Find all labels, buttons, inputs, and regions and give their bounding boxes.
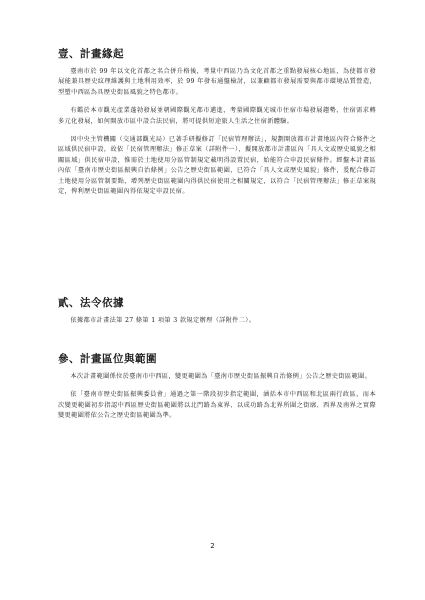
section-origin bbox=[58, 47, 376, 205]
paragraph: 依據都市計畫法第 27 條第 1 項第 3 款規定辦理（詳附件二）。 bbox=[70, 317, 256, 324]
section-heading: 貳、法令依據 bbox=[58, 297, 124, 309]
section-legal-basis bbox=[58, 296, 376, 334]
paragraph: 因中央主管機關（交通部觀光局）已著手研擬修訂「民宿管理辦法」，規劃開放都市計畫地區內符合條件之區域供民宿申設，故依「民宿管理辦法」修正草案（詳附件一），擬開放都市計畫區內「具人文或歷史風貌之相關區域」供民宿申設，惟需於土地使用分區管制規定載明得設置民宿，始能符合申設民宿條件。經盤本計畫區內依「臺南市歷史街區振興自治條例」公告之歷史街區範圍，已符合「具人文或歷史風貌」條件，爰配合修訂土地使用分區管制要點，增列歷史街區範圍內得供民宿使用之相關規定，以符合「民宿管理辦法」修正草案規定，俾利歷史街區範圍內得依規定申設民宿。 bbox=[58, 136, 376, 196]
page-number: 2 bbox=[210, 542, 215, 550]
paragraph: 臺南市於 99 年以文化首都之名合併升格後，考量中西區乃為文化首都之重點發展核心地區，為使都市發展能兼具歷史紋理維護與土地利用效率，於 99 年發布通盤檢討，以兼顧都市發展需要與都市環境品質營造，型塑中西區為具歷史街區風貌之特色都市。 bbox=[58, 68, 376, 96]
section-heading: 參、計畫區位與範圍 bbox=[58, 353, 157, 365]
paragraph: 本次計畫範圍係位於臺南市中西區，變更範圍為「臺南市歷史街區振興自治條例」公告之歷史街區範圍。 bbox=[70, 373, 372, 380]
paragraph: 有鑑於本市觀光產業蓬勃發展並朝國際觀光都市邁進，考量國際觀光城市住宿市場發展趨勢，住宿需求轉多元化發展，如何開放市區中設合法民宿，將可提供短途旅人生活之住宿新體驗。 bbox=[58, 107, 376, 125]
paragraph: 依「臺南市歷史街區振興委員會」通過之第一階段初步指定範圍，涵括本市中西區和北區兩行政區，而本次變更範圍初步指認中西區歷史街區範圍將以北門路為東界、以成功路為北界所圍之街廓、西界及南界之實際變更範圍將依公告之歷史街區範圍為準。 bbox=[58, 391, 376, 420]
section-location-scope bbox=[58, 352, 376, 430]
section-heading: 壹、計畫緣起 bbox=[58, 48, 124, 60]
